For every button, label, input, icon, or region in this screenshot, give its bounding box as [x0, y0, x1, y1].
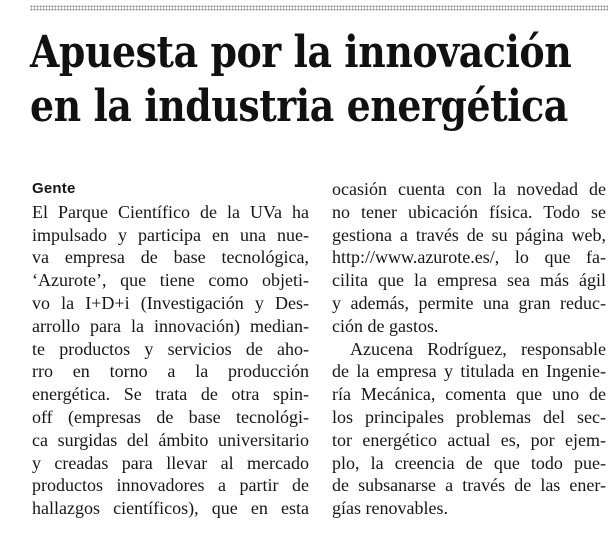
right-column — [332, 178, 606, 520]
body-line: cilita que la empresa sea más ágil — [332, 270, 606, 291]
body-line: ría Mecánica, comenta que uno de — [332, 384, 606, 405]
body-line: no tener ubicación física. Todo se — [332, 201, 606, 222]
headline-line-1: Apuesta por la innovación — [30, 27, 572, 78]
body-line: de subsanarse a través de las ener- — [332, 475, 606, 496]
body-line: ción de gastos. — [332, 315, 439, 336]
body-line: impulsado y participa en una nue- — [32, 224, 309, 245]
body-line: energética. Se trata de otra spin- — [32, 384, 309, 405]
headline — [30, 26, 572, 134]
body-line: y además, permite una gran reduc- — [332, 292, 606, 313]
body-line: ocasión cuenta con la novedad de — [332, 179, 606, 199]
body-line: va empresa de base tecnológica, — [32, 247, 309, 268]
body-line: ca surgidas del ámbito universitario — [32, 429, 309, 450]
top-dotted-rule — [30, 5, 608, 11]
left-column — [32, 178, 309, 520]
body-line: de la empresa y titulada en Ingenie- — [332, 361, 606, 382]
body-line: gestiona a través de su página web, — [332, 224, 606, 245]
body-line: ‘Azurote’, que tiene como objeti- — [32, 270, 309, 291]
body-line: Azucena Rodríguez, responsable — [350, 338, 606, 359]
body-line: y creadas para llevar al mercado — [32, 452, 309, 473]
body-line: productos innovadores a partir de — [32, 475, 309, 496]
body-line: los principales problemas del sec- — [332, 406, 606, 427]
body-line: http://www.azurote.es/, lo que fa- — [332, 247, 606, 268]
body-line: rro en torno a la producción — [32, 361, 309, 382]
body-line: tor energético actual es, por ejem- — [332, 429, 606, 450]
body-line: plo, la creencia de que todo pue- — [332, 452, 606, 473]
body-line: gías renovables. — [332, 498, 448, 519]
body-line: off (empresas de base tecnológi- — [32, 406, 309, 427]
headline-line-2: en la industria energética — [30, 81, 568, 132]
body-line: te productos y servicios de aho- — [32, 338, 309, 359]
section-label: Gente — [32, 180, 76, 197]
body-line: El Parque Científico de la UVa ha — [32, 201, 309, 222]
body-line: vo la I+D+i (Investigación y Des- — [32, 292, 309, 313]
body-line: hallazgos científicos), que en esta — [32, 498, 309, 519]
body-line: arrollo para la innovación) median- — [32, 315, 309, 336]
